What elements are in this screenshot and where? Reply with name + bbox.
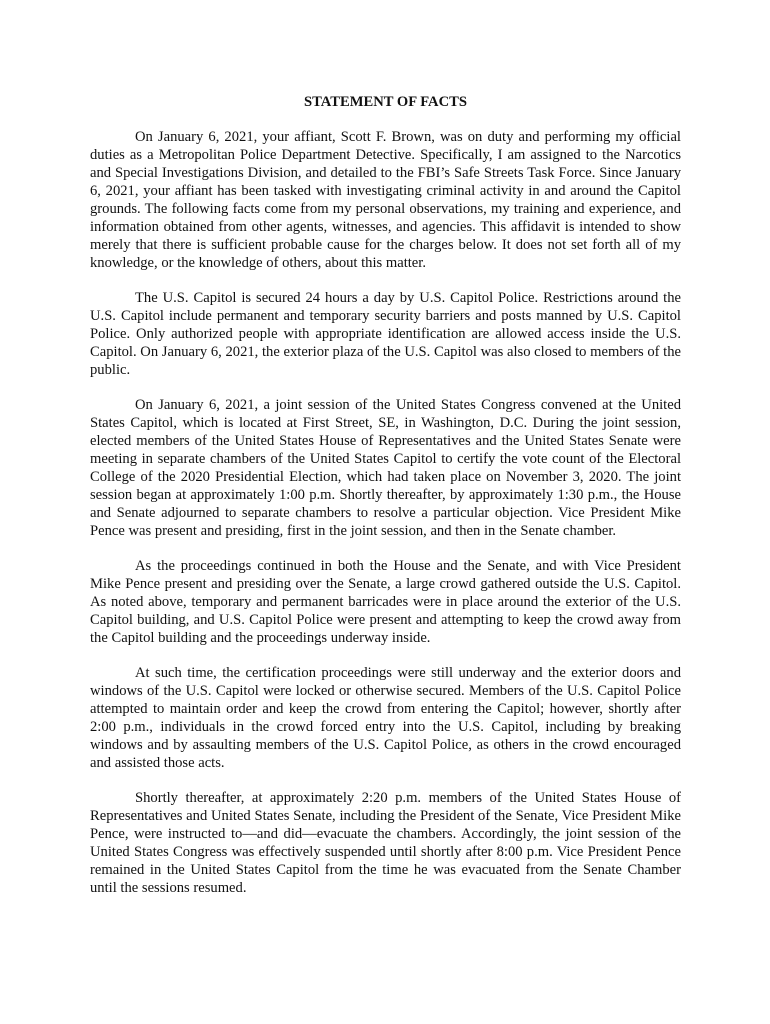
document-title: STATEMENT OF FACTS [304,94,467,110]
paragraph-crowd-gathered: As the proceedings continued in both the House and the Senate, and with Vice President Mike Pence present and presiding over the Senate, a large crowd gathered outside the U.S. Capitol. As noted above, temporary and permanent barricades were in place around the exterior of the U.S. Capitol building, and U.S. Capitol Police were present and attempting to keep the crowd away from the Capitol building and the proceedings underway inside. [90,558,681,646]
paragraph-affiant: On January 6, 2021, your affiant, Scott F. Brown, was on duty and performing my official duties as a Metropolitan Police Department Detective. Specifically, I am assigned to the Narcotics and Special Investigations Division, and detailed to the FBI’s Safe Streets Task Force. Since January 6, 2021, your affiant has been tasked with investigating criminal activity in and around the Capitol grounds. The following facts come from my personal observations, my training and experience, and information obtained from other agents, witnesses, and agencies. This affidavit is intended to show merely that there is sufficient probable cause for the charges below. It does not set forth all of my knowledge, or the knowledge of others, about this matter. [90,129,681,271]
paragraph-evacuation: Shortly thereafter, at approximately 2:20 p.m. members of the United States House of Representatives and United States Senate, including the President of the Senate, Vice President Mike Pence, were instructed to—and did—evacuate the chambers. Accordingly, the joint session of the United States Congress was effectively suspended until shortly after 8:00 p.m. Vice President Pence remained in the United States Capitol from the time he was evacuated from the Senate Chamber until the sessions resumed. [90,790,681,896]
paragraph-joint-session: On January 6, 2021, a joint session of the United States Congress convened at the United States Capitol, which is located at First Street, SE, in Washington, D.C. During the joint session, elected members of the United States House of Representatives and the United States Senate were meeting in separate chambers of the United States Capitol to certify the vote count of the Electoral College of the 2020 Presidential Election, which had taken place on November 3, 2020. The joint session began at approximately 1:00 p.m. Shortly thereafter, by approximately 1:30 p.m., the House and Senate adjourned to separate chambers to resolve a particular objection. Vice President Mike Pence was present and presiding, first in the joint session, and then in the Senate chamber. [90,397,681,539]
paragraph-capitol-security: The U.S. Capitol is secured 24 hours a day by U.S. Capitol Police. Restrictions around the U.S. Capitol include permanent and temporary security barriers and posts manned by U.S. Capitol Police. Only authorized people with appropriate identification are allowed access inside the U.S. Capitol. On January 6, 2021, the exterior plaza of the U.S. Capitol was also closed to members of the public. [90,290,681,378]
paragraph-forced-entry: At such time, the certification proceedings were still underway and the exterior doors and windows of the U.S. Capitol were locked or otherwise secured. Members of the U.S. Capitol Police attempted to maintain order and keep the crowd from entering the Capitol; however, shortly after 2:00 p.m., individuals in the crowd forced entry into the U.S. Capitol, including by breaking windows and by assaulting members of the U.S. Capitol Police, as others in the crowd encouraged and assisted those acts. [90,665,681,771]
document-page [90,93,681,914]
